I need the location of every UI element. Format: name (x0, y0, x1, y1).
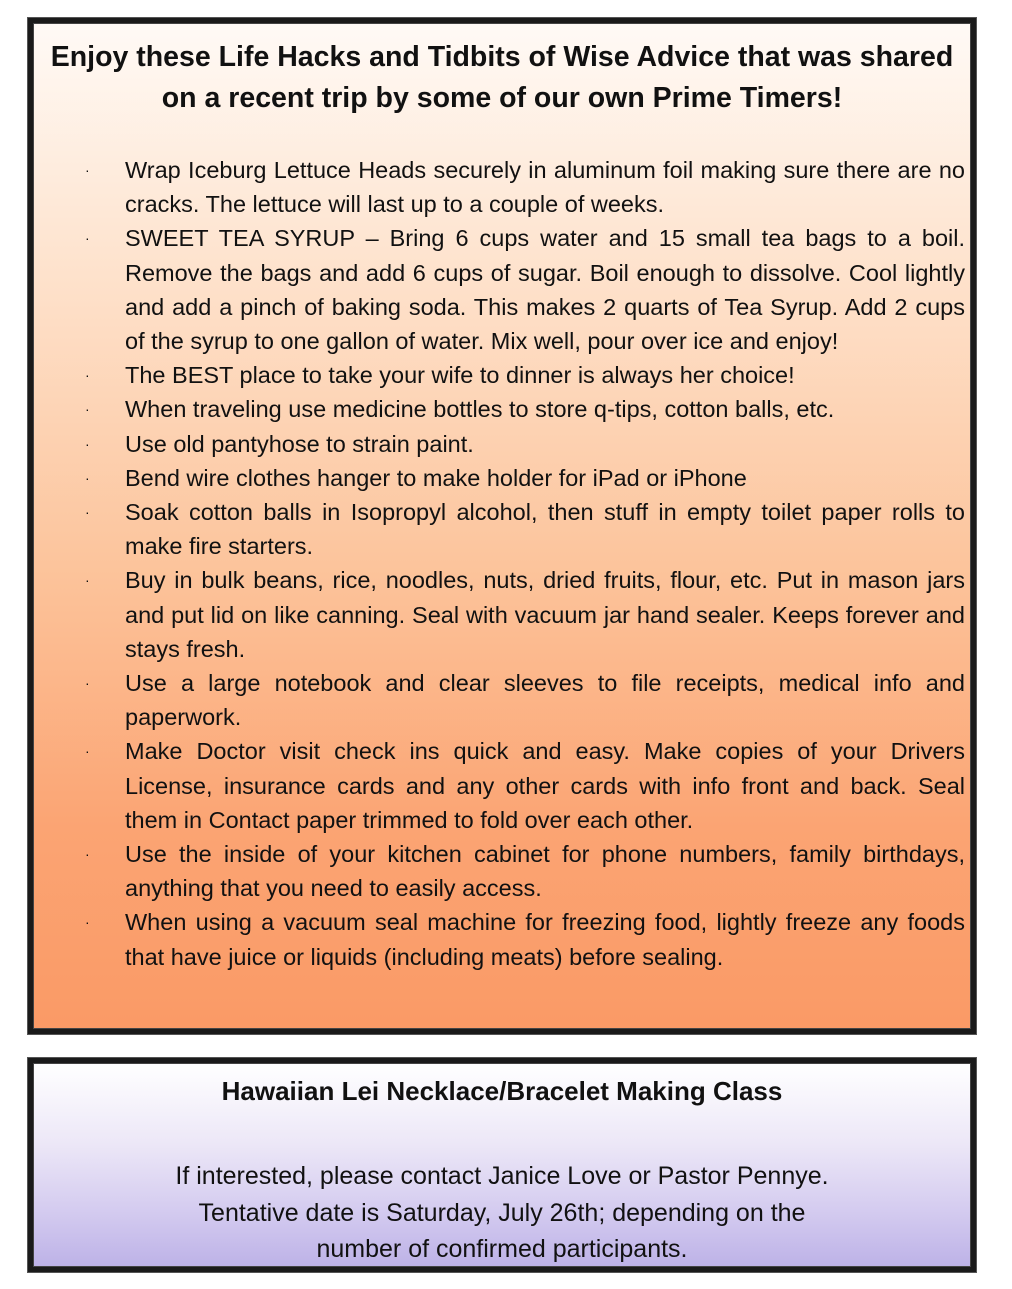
list-item-text: Soak cotton balls in Isopropyl alcohol, then stuff in empty toilet paper rolls to make fire starters. (125, 499, 965, 560)
bullet-icon: · (85, 469, 90, 486)
list-item (81, 666, 965, 734)
list-item (81, 427, 965, 461)
bullet-icon: · (85, 846, 90, 863)
list-item (81, 461, 965, 495)
list-item-text: The BEST place to take your wife to dinner is always her choice! (125, 362, 795, 389)
bullet-icon: · (85, 743, 90, 760)
list-item (81, 905, 965, 973)
lei-class-box (28, 1058, 976, 1272)
list-item (81, 734, 965, 837)
life-hacks-list (81, 153, 965, 974)
bullet-icon: · (85, 914, 90, 931)
list-item-text: SWEET TEA SYRUP – Bring 6 cups water and 15 small tea bags to a boil. Remove the bags and add 6 cups of sugar. Boil enough to dissolve. Cool lightly and add a pinch of baking soda. This makes 2 quarts of Tea Syrup. Add 2 cups of the syrup to one gallon of water. Mix well, pour over ice and enjoy! (125, 225, 965, 355)
lei-class-details (93, 1158, 911, 1268)
list-item-text: Use old pantyhose to strain paint. (125, 430, 474, 457)
life-hacks-box (28, 18, 976, 1034)
lei-class-title: Hawaiian Lei Necklace/Bracelet Making Class (221, 1076, 783, 1106)
list-item-text: When using a vacuum seal machine for freezing food, lightly freeze any foods that have juice or liquids (including meats) before sealing. (125, 909, 965, 970)
bullet-icon: · (85, 367, 90, 384)
lei-class-line: Tentative date is Saturday, July 26th; depending on the (198, 1198, 806, 1227)
list-item (81, 392, 965, 426)
list-item-text: Bend wire clothes hanger to make holder for iPad or iPhone (125, 464, 747, 491)
list-item-text: Use a large notebook and clear sleeves to file receipts, medical info and paperwork. (125, 670, 965, 731)
list-item (81, 153, 965, 221)
life-hacks-title: Enjoy these Life Hacks and Tidbits of Wise Advice that was shared on a recent trip by some of our own Prime Timers! (50, 41, 954, 114)
list-item (81, 837, 965, 905)
list-item-text: Make Doctor visit check ins quick and easy. Make copies of your Drivers License, insurance cards and any other cards with info front and back. Seal them in Contact paper trimmed to fold over each other. (125, 738, 965, 833)
lei-class-line: If interested, please contact Janice Love or Pastor Pennye. (175, 1162, 829, 1190)
list-item (81, 495, 965, 563)
bullet-icon: · (85, 162, 90, 178)
bullet-icon: · (85, 504, 90, 521)
list-item (81, 221, 965, 358)
list-item-text: Buy in bulk beans, rice, noodles, nuts, dried fruits, flour, etc. Put in mason jars and put lid on like canning. Seal with vacuum jar hand sealer. Keeps forever and stays fresh. (125, 567, 965, 662)
list-item-text: Wrap Iceburg Lettuce Heads securely in aluminum foil making sure there are no cracks. The lettuce will last up to a couple of weeks. (125, 157, 965, 218)
bullet-icon: · (85, 230, 90, 247)
lei-class-line: number of confirmed participants. (316, 1235, 688, 1263)
list-item-text: When traveling use medicine bottles to store q-tips, cotton balls, etc. (125, 396, 835, 423)
list-item (81, 358, 965, 392)
bullet-icon: · (85, 435, 90, 452)
list-item (81, 563, 965, 666)
bullet-icon: · (85, 675, 90, 692)
bullet-icon: · (85, 401, 90, 418)
list-item-text: Use the inside of your kitchen cabinet for phone numbers, family birthdays, anything that you need to easily access. (125, 841, 965, 902)
bullet-icon: · (85, 572, 90, 589)
